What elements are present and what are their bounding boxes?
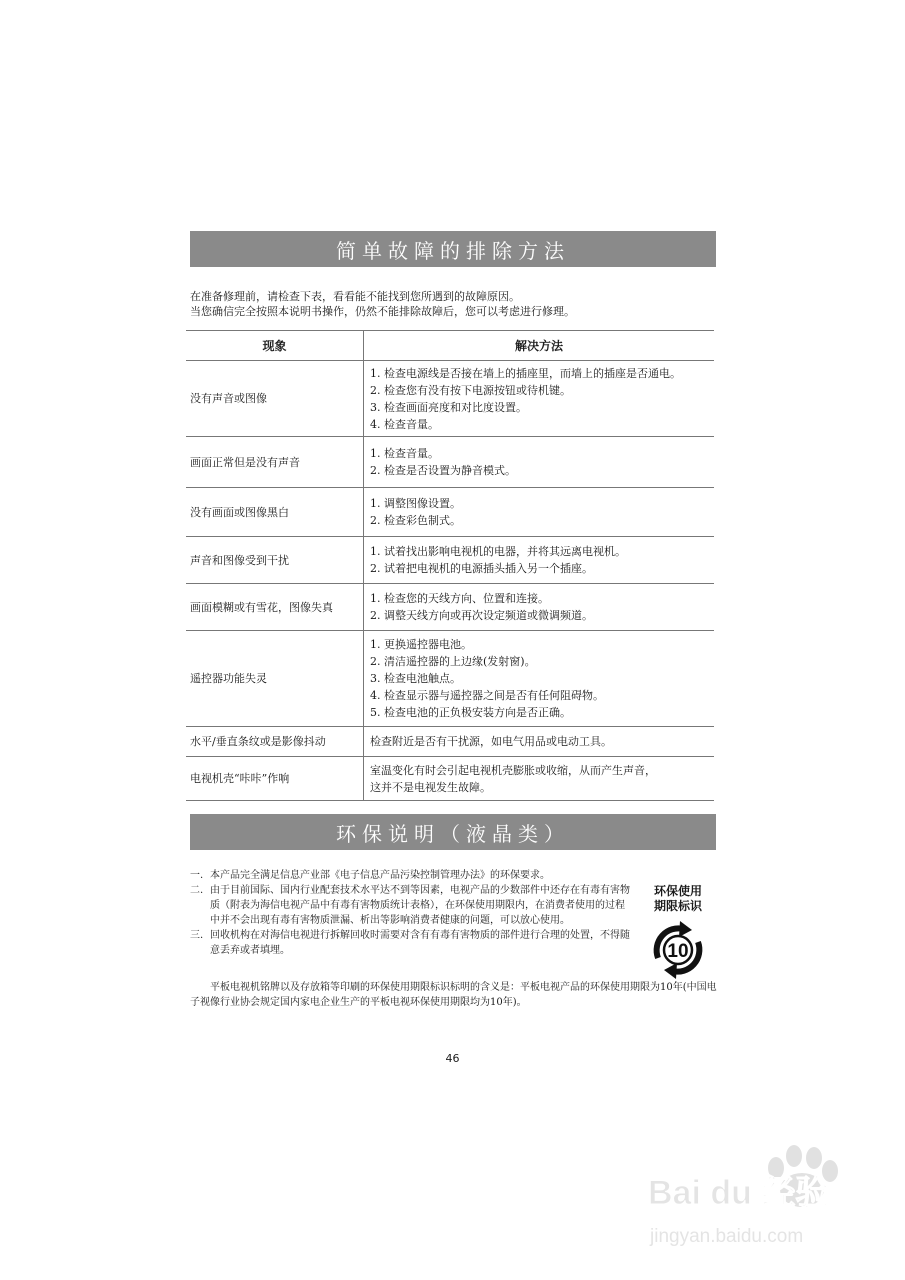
list-number: 三. [190, 930, 204, 941]
eco-label-line: 环保使用 [653, 884, 702, 898]
solution-step: 室温变化有时会引起电视机壳膨胀或收缩，从而产生声音， [370, 763, 656, 777]
solution-step: 1. 更换遥控器电池。 [370, 638, 472, 651]
list-item [190, 883, 630, 928]
solution-step: 2. 检查您有没有按下电源按钮或待机键。 [370, 383, 571, 397]
solution-step: 2. 检查彩色制式。 [370, 514, 461, 527]
symptom-cell: 画面正常但是没有声音 [186, 437, 364, 488]
table-row [186, 631, 714, 727]
solution-step: 2. 试着把电视机的电源插头插入另一个插座。 [370, 562, 593, 575]
solution-step: 1. 检查电源线是否接在墙上的插座里，而墙上的插座是否通电。 [370, 366, 681, 380]
baidu-watermark [644, 1138, 884, 1258]
solution-cell [364, 584, 715, 631]
table-header-row [186, 331, 714, 361]
solution-step: 1. 调整图像设置。 [370, 497, 461, 510]
solution-cell [364, 757, 715, 801]
list-text: 由于目前国际、国内行业配套技术水平达不到等因素，电视产品的少数部件中还存在有毒有害物质（附表为海信电视产品中有毒有害物质统计表格），在环保使用期限内，在消费者使用的过程中并不会出现有毒有害物质泄漏、析出等影响消费者健康的问题，可以放心使用。 [210, 885, 630, 926]
solution-step: 5. 检查电池的正负极安装方向是否正确。 [370, 706, 571, 719]
solution-step: 4. 检查显示器与遥控器之间是否有任何阻碍物。 [370, 689, 604, 702]
troubleshoot-table [186, 330, 714, 801]
eco-title: 环保说明（液晶类） [190, 814, 716, 850]
list-text: 本产品完全满足信息产业部《电子信息产品污染控制管理办法》的环保要求。 [210, 870, 550, 881]
list-item [190, 868, 630, 883]
symptom-column-header: 现象 [186, 331, 364, 361]
solution-cell [364, 361, 715, 437]
symptom-cell: 遥控器功能失灵 [186, 631, 364, 727]
table-row [186, 584, 714, 631]
solution-step: 2. 调整天线方向或再次设定频道或微调频道。 [370, 609, 593, 622]
solution-cell [364, 631, 715, 727]
solution-column-header: 解决方法 [364, 331, 715, 361]
symptom-cell: 水平/垂直条纹或是影像抖动 [186, 727, 364, 757]
table-row [186, 488, 714, 537]
eco-list [190, 868, 630, 958]
symptom-cell: 画面模糊或有雪花，图像失真 [186, 584, 364, 631]
solution-cell [364, 537, 715, 584]
table-row [186, 727, 714, 757]
eco-note: 平板电视机铭牌以及存放箱等印刷的环保使用期限标识标明的含义是：平板电视产品的环保使用期限为10年(中国电子视像行业协会规定国内家电企业生产的平板电视环保使用期限均为10年)。 [190, 982, 717, 1008]
table-row [186, 437, 714, 488]
solution-step: 检查附近是否有干扰源，如电气用品或电动工具。 [370, 735, 612, 748]
solution-step: 这并不是电视发生故障。 [370, 780, 491, 794]
eco-logo-number: 10 [667, 941, 689, 962]
solution-step: 4. 检查音量。 [370, 417, 439, 431]
symptom-cell: 没有声音或图像 [186, 361, 364, 437]
intro-text [190, 289, 720, 319]
solution-cell [364, 727, 715, 757]
watermark-url: jingyan.baidu.com [650, 1226, 804, 1247]
table-row [186, 361, 714, 437]
page-number: 46 [445, 1052, 460, 1065]
symptom-cell: 没有画面或图像黑白 [186, 488, 364, 537]
intro-line: 在准备修理前，请检查下表，看看能不能找到您所遇到的故障原因。 [190, 290, 520, 303]
symptom-cell: 电视机壳“咔咔”作响 [186, 757, 364, 801]
list-number: 二. [190, 885, 204, 896]
eco-label-line: 期限标识 [653, 899, 702, 913]
intro-line: 当您确信完全按照本说明书操作，仍然不能排除故障后，您可以考虑进行修理。 [190, 305, 575, 318]
list-number: 一. [190, 870, 204, 881]
solution-cell [364, 488, 715, 537]
solution-step: 1. 试着找出影响电视机的电器，并将其远离电视机。 [370, 545, 626, 558]
recycle-period-icon [646, 918, 710, 982]
troubleshoot-title: 简单故障的排除方法 [190, 231, 716, 267]
solution-step: 2. 检查是否设置为静音模式。 [370, 464, 516, 477]
list-text: 回收机构在对海信电视进行拆解回收时需要对含有有毒有害物质的部件进行合理的处置，不得随意丢弃或者填埋。 [210, 930, 630, 956]
solution-step: 1. 检查您的天线方向、位置和连接。 [370, 592, 549, 605]
solution-step: 1. 检查音量。 [370, 447, 439, 460]
solution-step: 3. 检查电池触点。 [370, 672, 461, 685]
solution-cell [364, 437, 715, 488]
watermark-brand: Bai du 经验 [648, 1174, 830, 1212]
solution-step: 2. 清洁遥控器的上边缘(发射窗)。 [370, 655, 536, 668]
table-row [186, 757, 714, 801]
symptom-cell: 声音和图像受到干扰 [186, 537, 364, 584]
solution-step: 3. 检查画面亮度和对比度设置。 [370, 400, 527, 414]
eco-period-label [640, 884, 716, 914]
list-item [190, 928, 630, 958]
table-row [186, 537, 714, 584]
